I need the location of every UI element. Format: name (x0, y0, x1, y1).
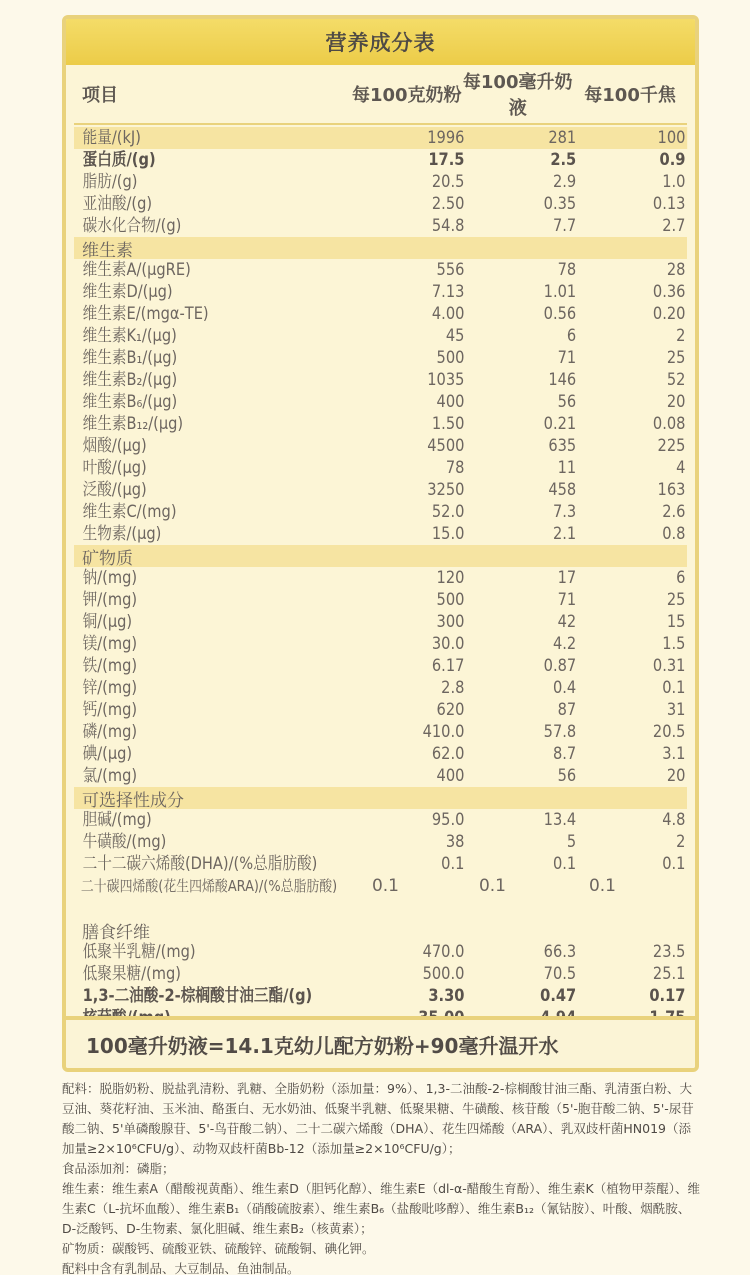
row-per-100kj: 1.0 (662, 172, 686, 192)
row-per-100kj: 0.9 (659, 150, 686, 170)
row-per-100ml: 146 (548, 370, 577, 390)
row-per-100g: 0.1 (371, 876, 399, 896)
row-per-100kj: 20 (666, 392, 686, 412)
table-row (74, 435, 687, 457)
row-name: 维生素A/(μgRE) (82, 260, 191, 280)
table-row (74, 215, 687, 237)
row-name: 二十碳四烯酸(花生四烯酸ARA)/(%总脂肪酸) (80, 877, 338, 895)
row-name: 钠/(mg) (82, 568, 138, 588)
row-per-100kj: 0.17 (649, 986, 686, 1006)
row-name: 磷/(mg) (82, 722, 138, 742)
table-row (74, 523, 687, 545)
row-per-100g: 410.0 (422, 722, 465, 742)
row-name: 低聚果糖/(mg) (82, 964, 181, 984)
table-title: 营养成分表 (66, 19, 695, 65)
row-name: 1,3-二油酸-2-棕榈酸甘油三酯/(g) (82, 986, 313, 1006)
row-per-100ml: 5 (566, 832, 577, 852)
table-row (74, 765, 687, 787)
row-name: 维生素C/(mg) (82, 502, 177, 522)
table-row (74, 611, 687, 633)
row-per-100ml: 0.47 (540, 986, 577, 1006)
main-nutrients (74, 127, 687, 237)
row-per-100ml: 4.2 (552, 634, 577, 654)
row-per-100kj: 100 (657, 128, 686, 148)
row-per-100kj: 52 (666, 370, 686, 390)
row-per-100kj: 15 (666, 612, 686, 632)
header-per-100kj: 每100千焦 (584, 85, 676, 106)
row-per-100g: 0.1 (441, 854, 465, 874)
row-per-100kj: 2 (676, 832, 686, 852)
row-per-100g: 500 (436, 590, 465, 610)
row-per-100ml: 56 (557, 766, 577, 786)
row-per-100g: 15.0 (431, 524, 465, 544)
row-per-100g: 45 (445, 326, 465, 346)
row-name: 泛酸/(μg) (82, 480, 147, 500)
row-per-100ml: 0.21 (543, 414, 577, 434)
row-per-100kj: 20.5 (652, 722, 686, 742)
row-per-100g: 62.0 (431, 744, 465, 764)
row-per-100g: 620 (436, 700, 465, 720)
row-per-100g: 556 (436, 260, 465, 280)
row-per-100g: 4500 (427, 436, 465, 456)
row-per-100ml: 281 (548, 128, 577, 148)
row-per-100g: 500.0 (422, 964, 465, 984)
row-per-100kj: 0.1 (662, 854, 686, 874)
row-per-100ml: 17 (557, 568, 577, 588)
table-row (74, 567, 687, 589)
row-per-100kj: 2.7 (662, 216, 686, 236)
table-row (74, 259, 687, 281)
row-per-100ml: 71 (557, 590, 577, 610)
row-name: 锌/(mg) (82, 678, 138, 698)
row-per-100ml: 8.7 (552, 744, 577, 764)
table-row (74, 963, 687, 985)
row-per-100ml: 2.9 (552, 172, 577, 192)
row-per-100g: 2.50 (431, 194, 465, 214)
row-per-100ml: 0.1 (552, 854, 577, 874)
table-row (74, 853, 687, 875)
row-per-100g: 30.0 (431, 634, 465, 654)
row-name: 铜/(μg) (82, 612, 133, 632)
ingredients-text: 配料：脱脂奶粉、脱盐乳清粉、乳糖、全脂奶粉（添加量：9%）、1,3-二油酸-2-棕榈酸甘油三酯、乳清蛋白粉、大豆油、葵花籽油、玉米油、酪蛋白、无水奶油、低聚半乳糖、低聚果糖、牛磺酸、核苷酸（5'-胞苷酸二钠、5'-尿苷酸二钠、5'单磷酸腺苷、5'-鸟苷酸二钠）、二十二碳六烯酸（DHA）、花生四烯酸（ARA）、乳双歧杆菌HN019（添加量≥2×10⁶CFU/g）、动物双歧杆菌Bb-12（添加量≥2×10⁶CFU/g）； (62, 1081, 694, 1156)
row-per-100kj: 20 (666, 766, 686, 786)
minerals-text: 矿物质：碳酸钙、硫酸亚铁、硫酸锌、硫酸铜、碘化钾。 (62, 1241, 375, 1256)
row-name: 维生素B₁/(μg) (82, 348, 178, 368)
row-per-100g: 400 (436, 766, 465, 786)
row-per-100ml: 56 (557, 392, 577, 412)
row-per-100g: 1.50 (431, 414, 465, 434)
table-row (74, 721, 687, 743)
table-row (74, 149, 687, 171)
row-per-100ml: 87 (557, 700, 577, 720)
row-per-100kj: 0.08 (652, 414, 686, 434)
row-per-100g: 95.0 (431, 810, 465, 830)
row-name: 能量/(kJ) (82, 128, 141, 148)
row-per-100ml: 2.1 (552, 524, 577, 544)
row-name: 生物素/(μg) (82, 524, 162, 544)
row-name: 钾/(mg) (82, 590, 138, 610)
table-row (74, 809, 687, 831)
row-name: 氯/(mg) (82, 766, 138, 786)
row-per-100kj: 0.31 (652, 656, 686, 676)
nutrition-table (74, 65, 687, 1029)
table-row (74, 281, 687, 303)
row-per-100g: 500 (436, 348, 465, 368)
row-per-100kj: 2 (676, 326, 686, 346)
row-per-100g: 3.30 (428, 986, 465, 1006)
row-name: 碘/(μg) (82, 744, 133, 764)
table-row (74, 501, 687, 523)
row-per-100ml: 42 (557, 612, 577, 632)
row-name: 叶酸/(μg) (82, 458, 147, 478)
vitamins-text: 维生素：维生素A（醋酸视黄酯）、维生素D（胆钙化醇）、维生素E（dl-α-醋酸生育酚）、维生素K（植物甲萘醌）、维生素C（L-抗坏血酸）、维生素B₁（硝酸硫胺素）、维生素B₆（盐酸吡哆醇）、维生素B₁₂（氰钴胺）、叶酸、烟酰胺、D-泛酸钙、D-生物素、氯化胆碱、维生素B₂（核黄素）； (62, 1181, 700, 1236)
section-minerals: 矿物质 (74, 545, 687, 567)
row-per-100ml: 70.5 (543, 964, 577, 984)
row-name: 维生素B₆/(μg) (82, 392, 178, 412)
row-per-100g: 17.5 (428, 150, 465, 170)
row-name: 碳水化合物/(g) (82, 216, 182, 236)
row-per-100kj: 23.5 (652, 942, 686, 962)
row-name: 二十二碳六烯酸(DHA)/(%总脂肪酸) (82, 854, 318, 874)
row-per-100g: 400 (436, 392, 465, 412)
table-row (74, 127, 687, 149)
table-header (74, 65, 687, 125)
row-per-100g: 1035 (427, 370, 465, 390)
allergen-text: 配料中含有乳制品、大豆制品、鱼油制品。 (62, 1261, 300, 1275)
row-per-100ml: 71 (557, 348, 577, 368)
row-per-100kj: 4 (676, 458, 686, 478)
table-row (74, 743, 687, 765)
row-per-100ml: 2.5 (550, 150, 577, 170)
row-name: 维生素B₂/(μg) (82, 370, 178, 390)
row-name: 胆碱/(mg) (82, 810, 152, 830)
fiber-subtitle: 膳食纤维 (82, 922, 150, 943)
table-row (74, 193, 687, 215)
table-row-ara (74, 875, 687, 919)
row-per-100kj: 28 (666, 260, 686, 280)
row-per-100ml: 7.7 (552, 216, 577, 236)
row-per-100kj: 2.6 (662, 502, 686, 522)
row-name: 钙/(mg) (82, 700, 138, 720)
row-per-100ml: 57.8 (543, 722, 577, 742)
table-row (74, 325, 687, 347)
table-row (74, 391, 687, 413)
section-vitamins: 维生素 (74, 237, 687, 259)
row-name: 维生素K₁/(μg) (82, 326, 177, 346)
table-row (74, 655, 687, 677)
additives-text: 食品添加剂：磷脂； (62, 1161, 175, 1176)
row-name: 铁/(mg) (82, 656, 138, 676)
row-per-100g: 120 (436, 568, 465, 588)
row-per-100kj: 225 (657, 436, 686, 456)
row-name: 牛磺酸/(mg) (82, 832, 167, 852)
row-per-100ml: 6 (566, 326, 577, 346)
table-row (74, 633, 687, 655)
table-row (74, 831, 687, 853)
row-per-100g: 2.8 (441, 678, 465, 698)
row-per-100g: 7.13 (431, 282, 465, 302)
row-per-100ml: 0.1 (478, 876, 506, 896)
table-row (74, 589, 687, 611)
row-per-100g: 52.0 (431, 502, 465, 522)
row-per-100ml: 78 (557, 260, 577, 280)
row-per-100ml: 0.87 (543, 656, 577, 676)
row-per-100ml: 0.56 (543, 304, 577, 324)
row-name: 脂肪/(g) (82, 172, 138, 192)
row-per-100kj: 4.8 (662, 810, 686, 830)
table-row (74, 677, 687, 699)
row-per-100kj: 1.5 (662, 634, 686, 654)
row-per-100g: 78 (445, 458, 465, 478)
row-name: 维生素B₁₂/(μg) (82, 414, 184, 434)
formula-note: 100毫升奶液=14.1克幼儿配方奶粉+90毫升温开水 (66, 1016, 695, 1068)
ingredient-notes (62, 1079, 702, 1275)
header-per-100ml: 每100毫升奶液 (462, 72, 573, 119)
row-per-100g: 1996 (427, 128, 465, 148)
table-row (74, 457, 687, 479)
row-per-100g: 20.5 (431, 172, 465, 192)
row-name: 低聚半乳糖/(mg) (82, 942, 196, 962)
header-per-100g: 每100克奶粉 (351, 85, 462, 106)
row-per-100g: 3250 (427, 480, 465, 500)
row-name: 维生素D/(μg) (82, 282, 173, 302)
row-per-100ml: 7.3 (552, 502, 577, 522)
row-per-100kj: 0.13 (652, 194, 686, 214)
table-row (74, 369, 687, 391)
row-per-100kj: 6 (676, 568, 686, 588)
row-per-100ml: 13.4 (543, 810, 577, 830)
table-row (74, 479, 687, 501)
section-optional: 可选择性成分 (74, 787, 687, 809)
row-per-100kj: 0.1 (662, 678, 686, 698)
row-per-100ml: 66.3 (543, 942, 577, 962)
row-per-100kj: 25.1 (652, 964, 686, 984)
table-row (74, 941, 687, 963)
minerals-block (74, 567, 687, 787)
row-per-100g: 470.0 (422, 942, 465, 962)
row-per-100ml: 635 (548, 436, 577, 456)
row-per-100kj: 31 (666, 700, 686, 720)
row-per-100kj: 25 (666, 348, 686, 368)
nutrition-panel (62, 15, 699, 1072)
row-per-100g: 54.8 (431, 216, 465, 236)
row-name: 蛋白质/(g) (82, 150, 156, 170)
table-row (74, 985, 687, 1007)
table-row (74, 347, 687, 369)
row-per-100kj: 0.1 (588, 876, 616, 896)
vitamins-block (74, 259, 687, 545)
header-item: 项目 (82, 85, 118, 106)
table-row (74, 699, 687, 721)
row-per-100kj: 0.8 (662, 524, 686, 544)
table-row (74, 171, 687, 193)
row-per-100ml: 11 (557, 458, 577, 478)
row-per-100ml: 1.01 (543, 282, 577, 302)
row-name: 亚油酸/(g) (82, 194, 153, 214)
row-per-100ml: 0.35 (543, 194, 577, 214)
table-row (74, 303, 687, 325)
row-name: 维生素E/(mgα-TE) (82, 304, 209, 324)
row-per-100g: 38 (445, 832, 465, 852)
row-per-100g: 6.17 (431, 656, 465, 676)
optional-block (74, 809, 687, 875)
row-name: 烟酸/(μg) (82, 436, 147, 456)
row-per-100ml: 0.4 (552, 678, 577, 698)
row-per-100kj: 25 (666, 590, 686, 610)
row-per-100g: 300 (436, 612, 465, 632)
row-per-100kj: 0.36 (652, 282, 686, 302)
table-row (74, 413, 687, 435)
row-per-100kj: 3.1 (662, 744, 686, 764)
row-per-100g: 4.00 (431, 304, 465, 324)
row-per-100kj: 0.20 (652, 304, 686, 324)
row-per-100ml: 458 (548, 480, 577, 500)
row-per-100kj: 163 (657, 480, 686, 500)
row-name: 镁/(mg) (82, 634, 138, 654)
